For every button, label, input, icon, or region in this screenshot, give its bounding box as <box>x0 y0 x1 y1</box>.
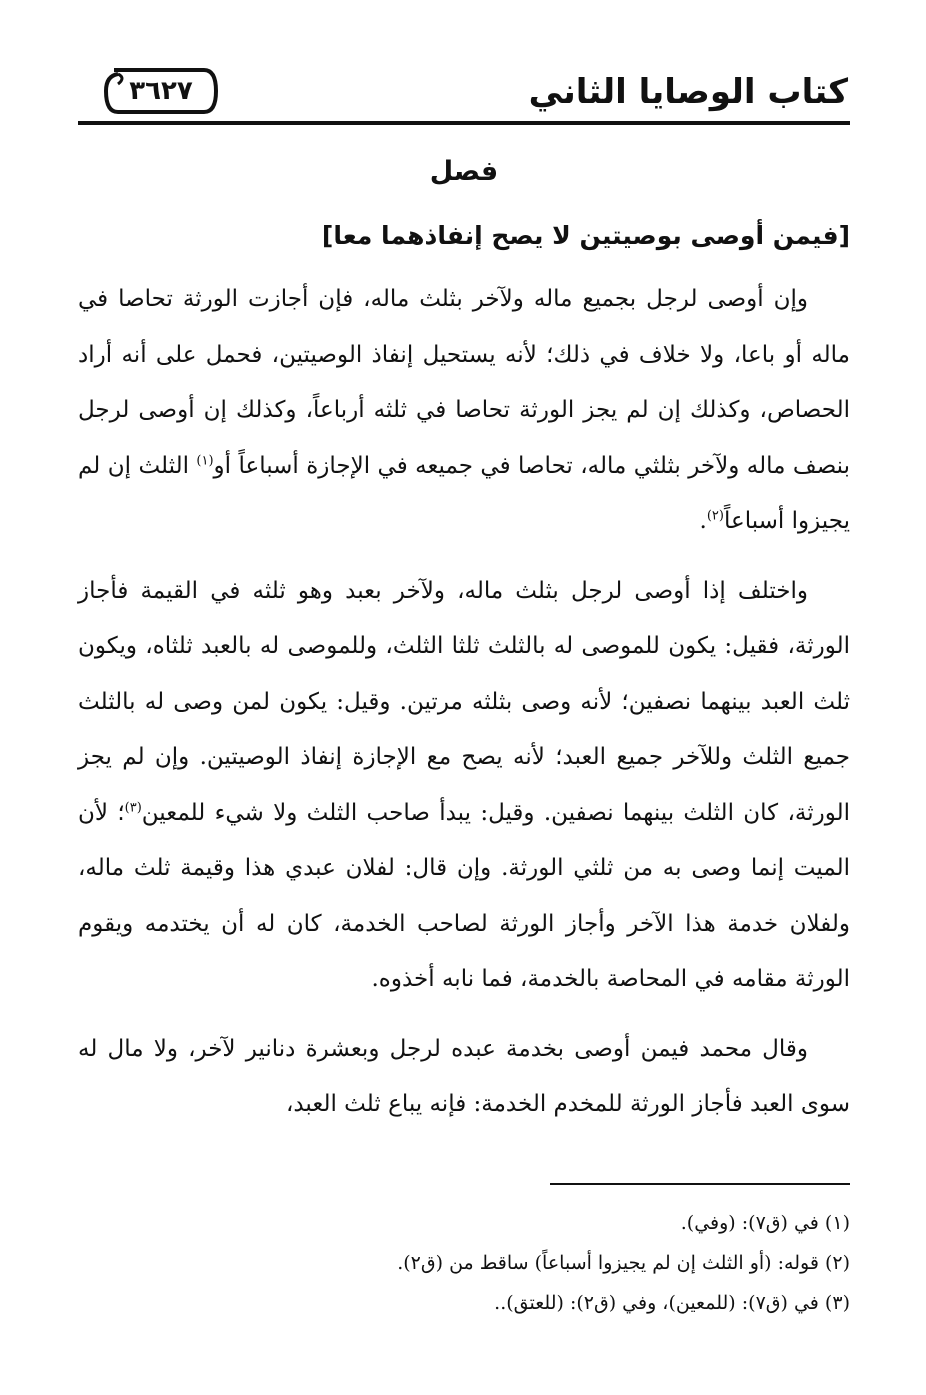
footnote-rule <box>550 1183 850 1185</box>
paragraph-4 <box>78 1022 850 1133</box>
paragraph-4-text: وقال محمد فيمن أوصى بخدمة عبده لرجل وبعشرة دنانير لآخر، ولا مال له سوى العبد فأجاز الورثة للمخدم الخدمة: فإنه يباع ثلث العبد، <box>78 1035 850 1117</box>
page-number-badge <box>104 64 218 118</box>
footnote-3: (٣) في (ق٧): (للمعين)، وفي (ق٢): (للعتق).. <box>494 1292 850 1314</box>
footnote-ref-2[interactable]: (٢) <box>706 508 724 524</box>
paragraph-1-text-b: الثلث إن لم يجيزوا أسباعاً <box>78 452 850 534</box>
paragraph-1-text-c: . <box>699 508 707 534</box>
page-number: ٣٦٢٧ <box>129 76 193 106</box>
footnotes <box>78 1203 850 1323</box>
body-text <box>78 272 850 1147</box>
paragraph-1 <box>78 272 850 550</box>
paragraph-2-text-a: واختلف إذا أوصى لرجل بثلث ماله، ولآخر بعبد وهو ثلثه في القيمة فأجاز الورثة، فقيل: يكون للموصى له بالثلث ثلثا الثلث، وللموصى له بالعبد ثلثاه، ويكون ثلث العبد بينهما نصفين؛ لأنه وصى بثلثه مرتين. وقيل: يكون لمن وصى له بالثلث جميع الثلث وللآخر جميع العبد؛ لأنه يصح مع الإجازة إنفاذ الوصيتين. وإن لم يجز الورثة، كان الثلث بينهما نصفين. وقيل: يبدأ صاحب الثلث ولا شيء للمعين <box>78 577 850 826</box>
paragraph-1-text-a: وإن أوصى لرجل بجميع ماله ولآخر بثلث ماله، فإن أجازت الورثة تحاصا في ماله أو باعا، ولا خلاف في ذلك؛ لأنه يستحيل إنفاذ الوصيتين، فحمل على أنه أراد الحصاص، وكذلك إن لم يجز الورثة تحاصا في ثلثه أرباعاً، وكذلك إن أوصى لرجل بنصف ماله ولآخر بثلثي ماله، تحاصا في جميعه في الإجازة أسباعاً أو <box>78 286 850 479</box>
footnote-ref-1[interactable]: (١) <box>196 452 214 468</box>
footnote-1: (١) في (ق٧): (وفي). <box>680 1212 850 1234</box>
section-heading: فصل <box>429 156 499 187</box>
footnote-ref-3[interactable]: (٣) <box>124 799 142 815</box>
section-subheading: [فيمن أوصى بوصيتين لا يصح إنفاذهما معا] <box>321 221 850 250</box>
paragraph-2-text-b: ؛ لأن الميت إنما وصى به من ثلثي الورثة. <box>78 799 851 881</box>
running-header-title: كتاب الوصايا الثاني <box>528 72 848 112</box>
footnote-2: (٢) قوله: (أو الثلث إن لم يجيزوا أسباعاً) ساقط من (ق٢). <box>397 1252 850 1274</box>
paragraph-3-text: وإن قال: لفلان عبدي هذا وقيمة ثلث ماله، ولفلان خدمة هذا الآخر وأجاز الورثة لصاحب الخدمة، كان له أن يختدمه ويقوم الورثة مقامه في المحاصة بالخدمة، فما نابه أخذوه. <box>78 855 850 992</box>
paragraph-2 <box>78 564 850 1008</box>
header-rule <box>78 121 850 125</box>
